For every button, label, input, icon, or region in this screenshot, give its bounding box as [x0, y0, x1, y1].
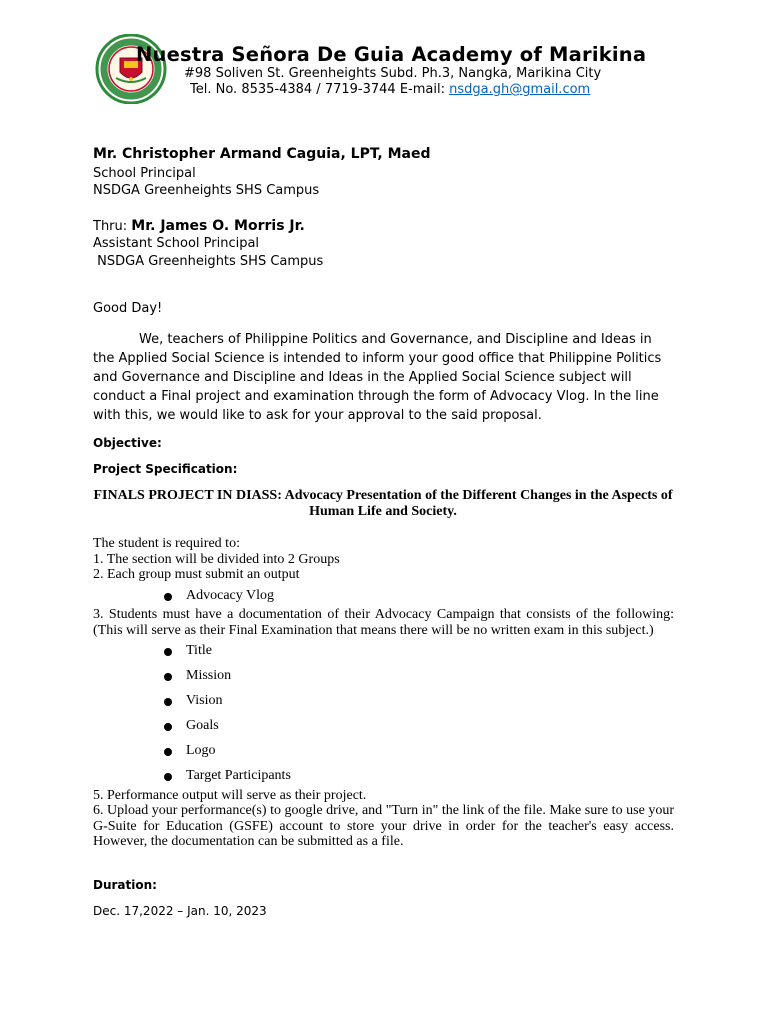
requirements-intro: The student is required to: — [93, 536, 240, 551]
thru-line — [93, 218, 305, 234]
thru-label: Thru: — [93, 219, 132, 234]
recipient-position: School Principal — [93, 166, 196, 181]
requirement-item-2: 2. Each group must submit an output — [93, 567, 300, 582]
requirement-item-5: 5. Performance output will serve as their project. — [93, 788, 367, 803]
bullet-icon — [164, 648, 172, 656]
recipient-campus: NSDGA Greenheights SHS Campus — [93, 183, 320, 198]
project-spec-label: Project Specification: — [93, 462, 238, 476]
bullet-icon — [164, 773, 172, 781]
school-name: Nuestra Señora De Guia Academy of Marikina — [136, 43, 647, 66]
duration-label: Duration: — [93, 878, 157, 892]
thru-name: Mr. James O. Morris Jr. — [131, 218, 305, 234]
doc-item-title: Title — [186, 643, 212, 658]
doc-item-goals: Goals — [186, 718, 219, 733]
greeting: Good Day! — [93, 301, 163, 316]
requirement-item-3: 3. Students must have a documentation of their Advocacy Campaign that consists of the following: (This will serve as their Final Examination that means there will be no written exam in this subject.) — [93, 607, 674, 638]
bullet-icon — [164, 723, 172, 731]
doc-item-target-participants: Target Participants — [186, 768, 291, 783]
school-address: #98 Soliven St. Greenheights Subd. Ph.3, Nangka, Marikina City — [184, 66, 602, 81]
thru-position: Assistant School Principal — [93, 236, 260, 251]
bullet-icon — [164, 748, 172, 756]
recipient-name: Mr. Christopher Armand Caguia, LPT, Maed — [93, 146, 431, 162]
objective-label: Objective: — [93, 436, 162, 450]
bullet-advocacy-vlog: Advocacy Vlog — [186, 588, 274, 603]
finals-project-title: FINALS PROJECT IN DIASS: Advocacy Presentation of the Different Changes in the Aspects of Human Life and Society. — [93, 488, 673, 519]
body-paragraph: We, teachers of Philippine Politics and Governance, and Discipline and Ideas in the Applied Social Science is intended to inform your good office that Philippine Politics and Governance and Discipline and Ideas in the Applied Social Science subject will conduct a Final project and examination through the form of Advocacy Vlog. In the line with this, we would like to ask for your approval to the said proposal. — [93, 332, 662, 423]
doc-item-logo: Logo — [186, 743, 216, 758]
school-contact — [190, 82, 590, 97]
requirement-item-6: 6. Upload your performance(s) to google drive, and "Turn in" the link of the file. Make sure to use your G-Suite for Education (GSFE) account to store your drive in order for the teacher's easy access. However, the documentation can be submitted as a file. — [93, 803, 674, 849]
bullet-icon — [164, 593, 172, 601]
doc-item-mission: Mission — [186, 668, 232, 683]
requirement-item-1: 1. The section will be divided into 2 Groups — [93, 552, 340, 567]
bullet-icon — [164, 698, 172, 706]
thru-campus: NSDGA Greenheights SHS Campus — [93, 254, 324, 269]
bullet-icon — [164, 673, 172, 681]
email-link[interactable]: nsdga.gh@gmail.com — [449, 82, 591, 97]
contact-tel-text: Tel. No. 8535-4384 / 7719-3744 E-mail: — [190, 82, 450, 97]
doc-item-vision: Vision — [186, 693, 223, 708]
duration-value: Dec. 17,2022 – Jan. 10, 2023 — [93, 904, 267, 918]
